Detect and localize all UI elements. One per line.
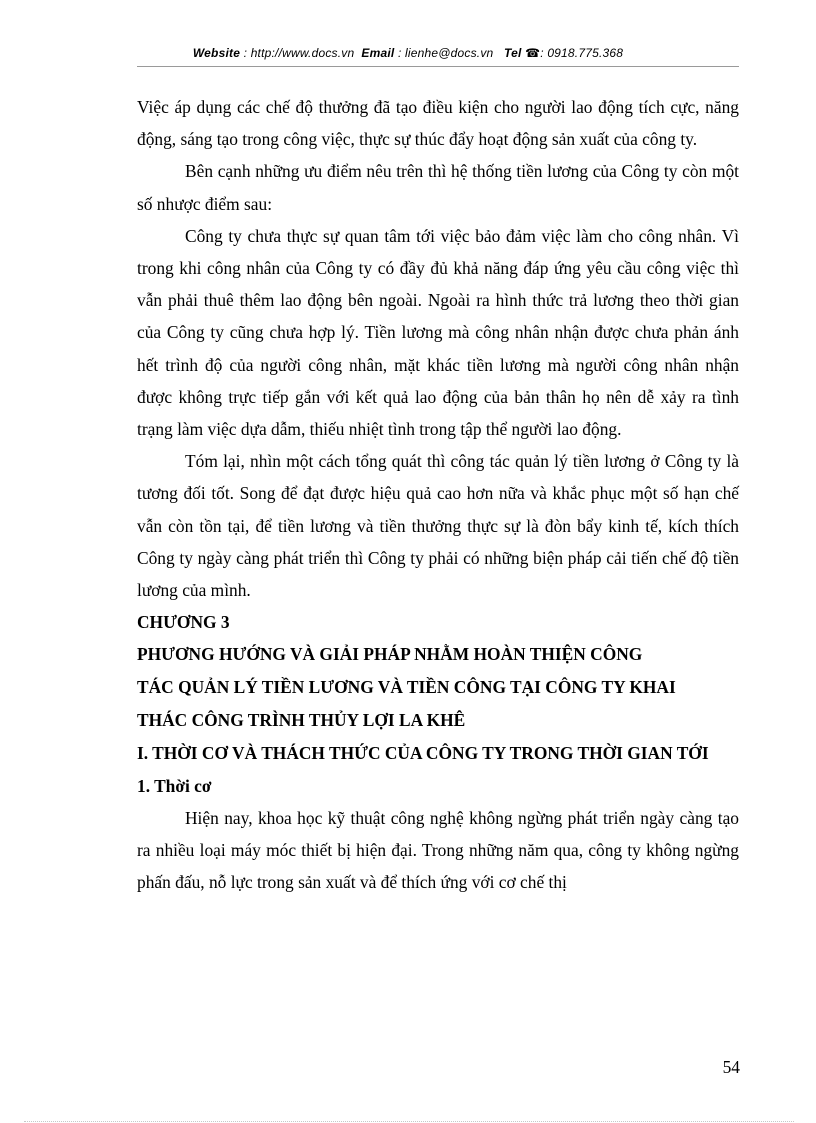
- paragraph-1: Việc áp dụng các chế độ thưởng đã tạo điều kiện cho người lao động tích cực, năng động, sáng tạo trong công việc, thực sự thúc đẩy hoạt động sản xuất của công ty.: [137, 97, 739, 150]
- document-body: [137, 91, 739, 898]
- tel-separator: :: [540, 46, 548, 60]
- paragraph-4: Tóm lại, nhìn một cách tổng quát thì công tác quản lý tiền lương ở Công ty là tương đối tốt. Song để đạt được hiệu quả cao hơn nữa và khắc phục một số hạn chế vẫn còn tồn tại, để tiền lương và tiền thưởng thực sự là đòn bẩy kinh tế, kích thích Công ty ngày càng phát triển thì Công ty phải có những biện pháp cải tiến chế độ tiền lương của mình.: [137, 451, 739, 601]
- email-label: Email: [361, 46, 395, 60]
- page-header: [0, 46, 816, 60]
- paragraph-2: Bên cạnh những ưu điểm nêu trên thì hệ thống tiền lương của Công ty còn một số nhược điểm sau:: [137, 161, 739, 214]
- tel-label: Tel: [504, 46, 522, 60]
- tel-value: 0918.775.368: [547, 46, 624, 60]
- email-separator: :: [394, 46, 406, 60]
- phone-icon: ☎: [525, 46, 541, 60]
- paragraph-3: Công ty chưa thực sự quan tâm tới việc bảo đảm việc làm cho công nhân. Vì trong khi công nhân của Công ty có đầy đủ khả năng đáp ứng yêu cầu công việc thì vẫn phải thuê thêm lao động bên ngoài. Ngoài ra hình thức trả lương theo thời gian của Công ty cũng chưa hợp lý. Tiền lương mà công nhân nhận được chưa phản ánh hết trình độ của người công nhân, mặt khác tiền lương mà người công nhân nhận được không trực tiếp gắn với kết quả lao động của bản thân họ nên dễ xảy ra tình trạng làm việc dựa dẫm, thiếu nhiệt tình trong tập thể người lao động.: [137, 225, 739, 440]
- paragraph-5: Hiện nay, khoa học kỹ thuật công nghệ không ngừng phát triển ngày càng tạo ra nhiều loại máy móc thiết bị hiện đại. Trong những năm qua, công ty không ngừng phấn đấu, nỗ lực trong sản xuất và để thích ứng với cơ chế thị: [137, 807, 739, 893]
- subsection-heading: 1. Thời cơ: [137, 775, 212, 796]
- website-url[interactable]: http://www.docs.vn: [250, 46, 355, 60]
- chapter-title-line-1: PHƯƠNG HƯỚNG VÀ GIẢI PHÁP NHẰM HOÀN THIỆN CÔNG: [137, 644, 643, 665]
- email-value[interactable]: lienhe@docs.vn: [405, 46, 494, 60]
- website-separator: :: [240, 46, 251, 60]
- chapter-heading: CHƯƠNG 3: [137, 612, 230, 633]
- footer-divider: [24, 1121, 794, 1122]
- chapter-title-line-3: THÁC CÔNG TRÌNH THỦY LỢI LA KHÊ: [137, 710, 466, 731]
- website-label: Website: [192, 46, 241, 60]
- header-divider: [137, 66, 739, 67]
- page-number: 54: [722, 1057, 740, 1077]
- section-heading: I. THỜI CƠ VÀ THÁCH THỨC CỦA CÔNG TY TRONG THỜI GIAN TỚI: [137, 743, 709, 764]
- chapter-title-line-2: TÁC QUẢN LÝ TIỀN LƯƠNG VÀ TIỀN CÔNG TẠI CÔNG TY KHAI: [137, 677, 676, 698]
